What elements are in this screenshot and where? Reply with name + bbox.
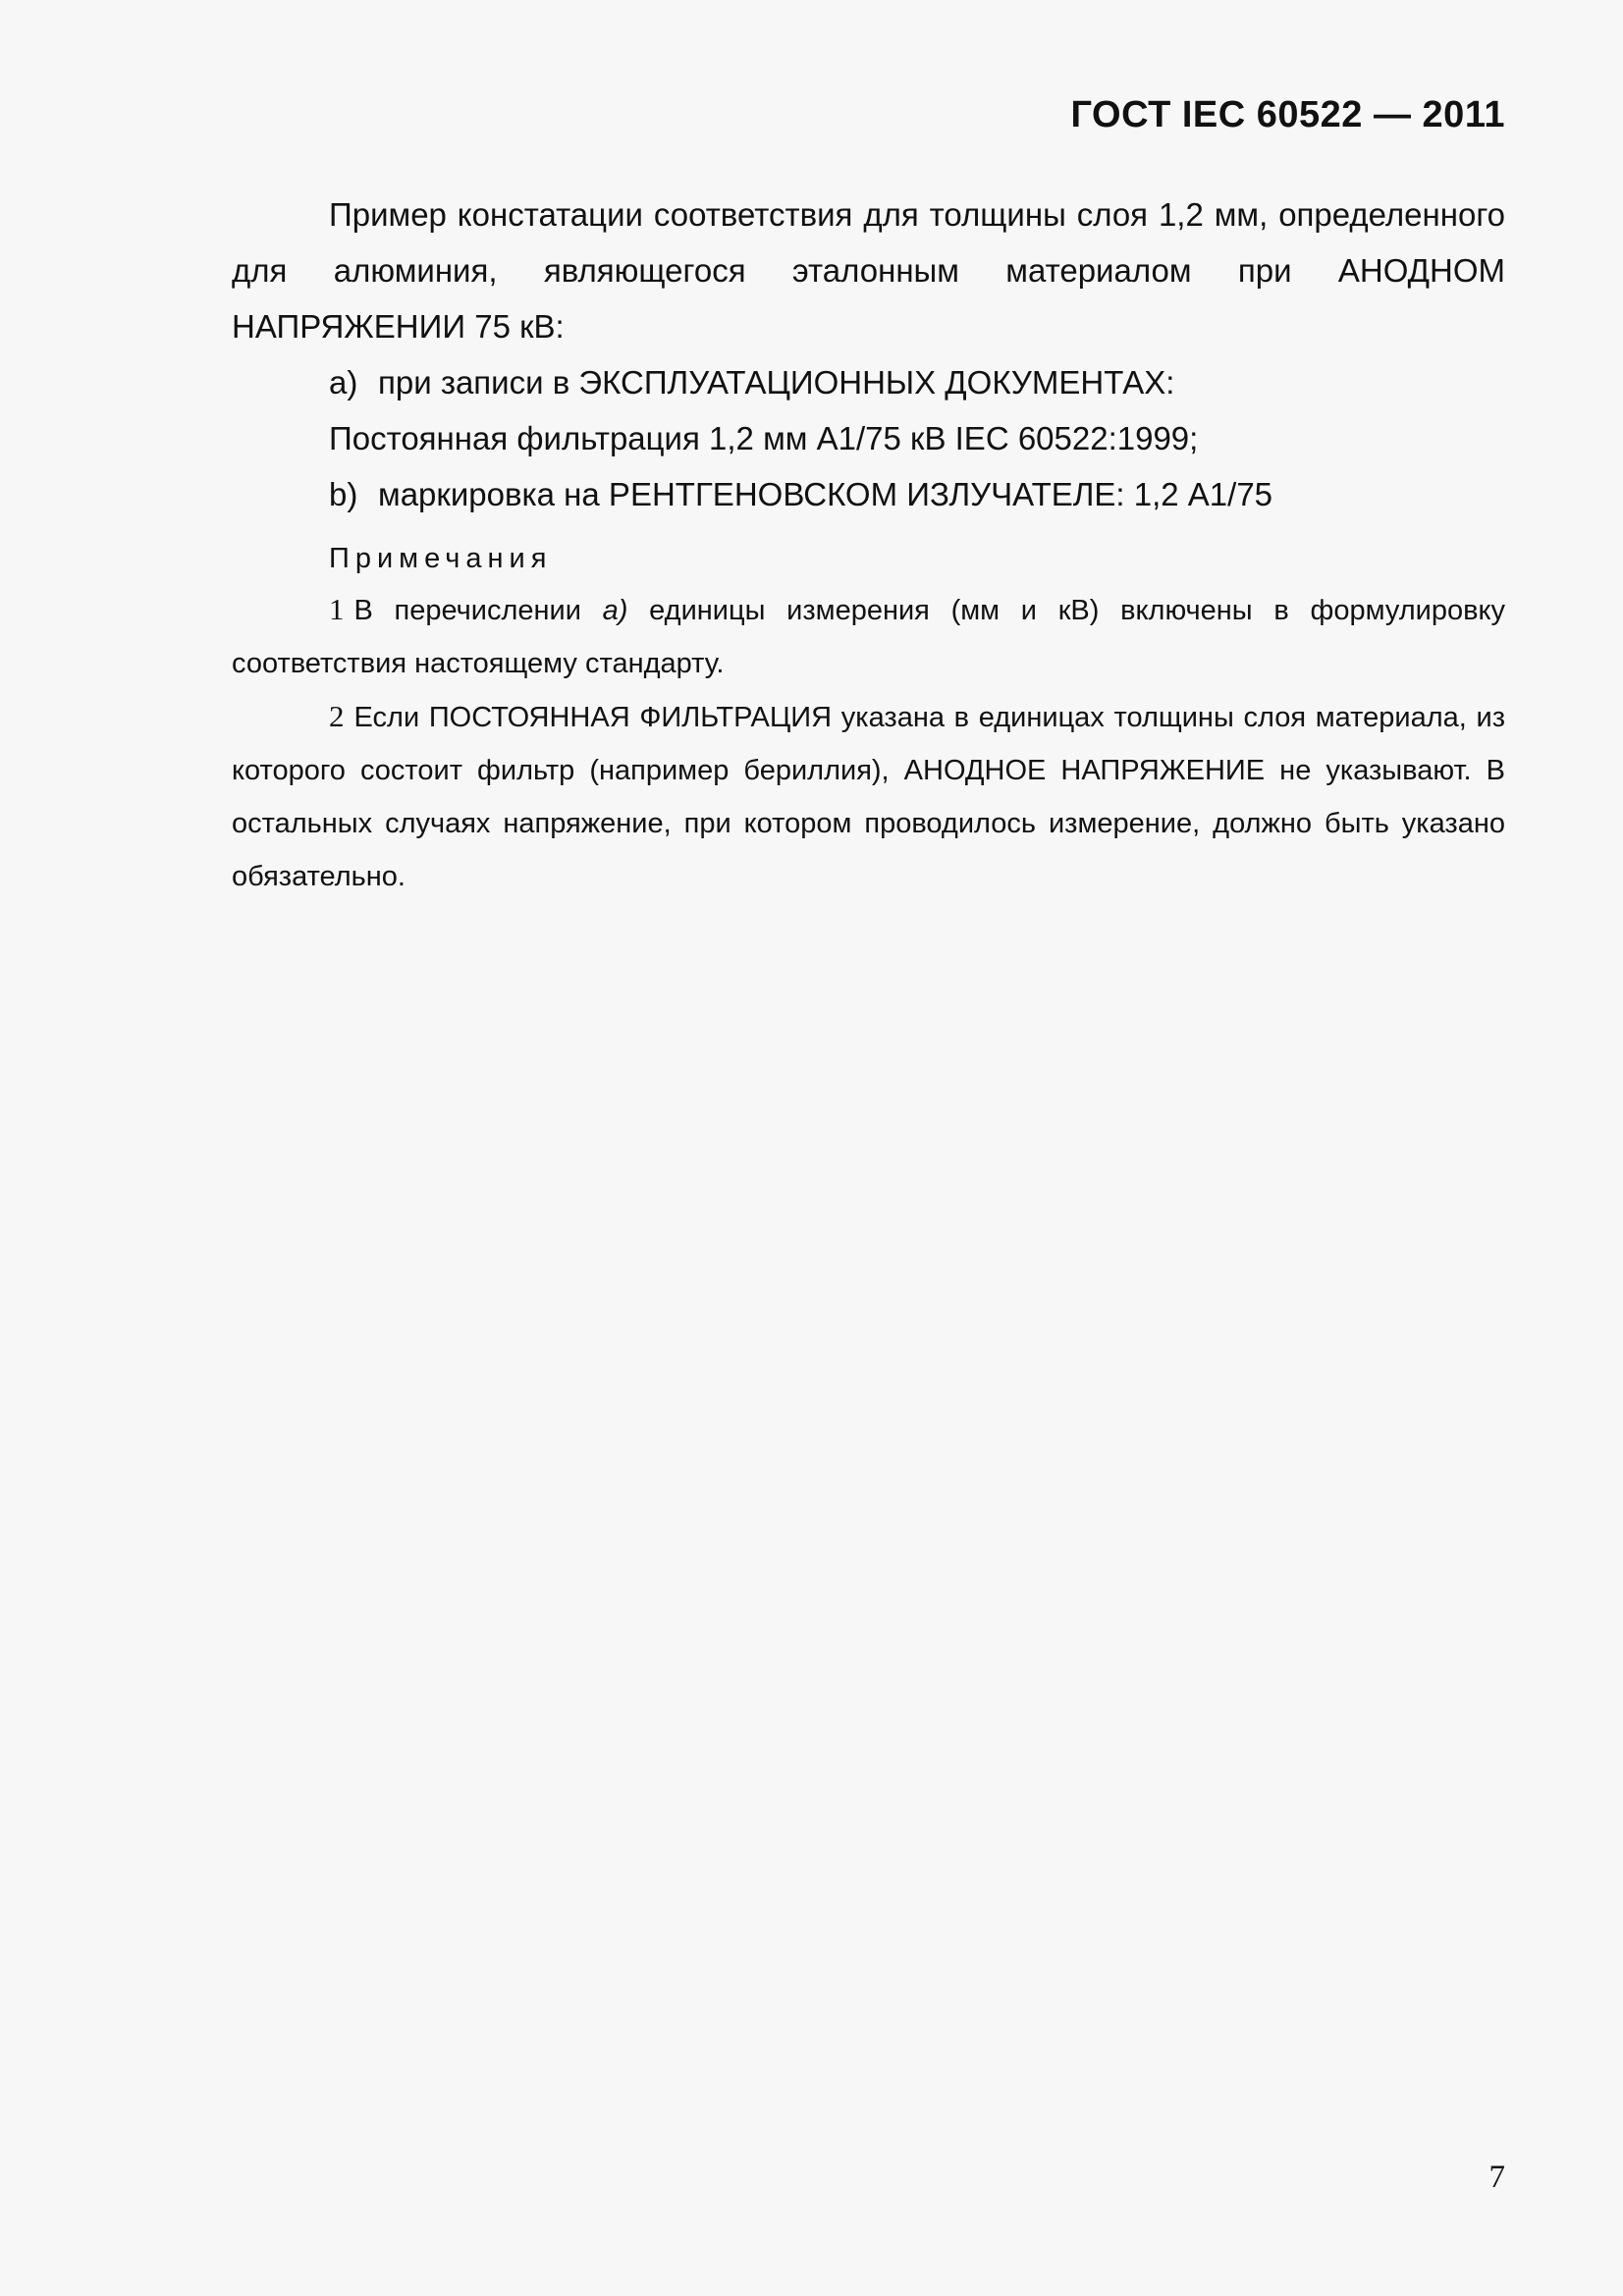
- list-item-b: [232, 466, 1505, 522]
- list-marker-a: a): [329, 364, 358, 400]
- list-item-a: [232, 354, 1505, 410]
- notes-heading: Примечания: [329, 543, 553, 574]
- list-marker-b: b): [329, 476, 358, 512]
- list-item-a-detail: Постоянная фильтрация 1,2 мм А1/75 кВ IEC 60522:1999;: [329, 420, 1199, 456]
- document-header-title: ГОСТ IEC 60522 — 2011: [1070, 94, 1505, 135]
- document-body: [232, 187, 1505, 903]
- page-number: 7: [1488, 2160, 1505, 2195]
- note-2: [232, 690, 1505, 903]
- note-1-number: 1: [329, 592, 345, 626]
- list-item-a-text: при записи в ЭКСПЛУАТАЦИОННЫХ ДОКУМЕНТАХ:: [378, 364, 1175, 400]
- note-2-number: 2: [329, 699, 345, 733]
- note-1: [232, 583, 1505, 690]
- note-2-text: Если ПОСТОЯННАЯ ФИЛЬТРАЦИЯ указана в единицах толщины слоя материала, из которого состоит фильтр (например бериллия), АНОДНОЕ НАПРЯЖЕНИЕ не указывают. В остальных случаях напряжение, при котором проводилось измерение, должно быть указано обязательно.: [232, 702, 1505, 892]
- note-1-text-before: В перечислении: [353, 595, 603, 626]
- example-paragraph: Пример констатации соответствия для толщины слоя 1,2 мм, определенного для алюминия, являющегося эталонным материалом при АНОДНОМ НАПРЯЖЕНИИ 75 кВ:: [232, 196, 1505, 345]
- note-1-text-after: единицы измерения (мм и кВ) включены в формулировку соответствия настоящему стандарту.: [232, 595, 1506, 679]
- note-1-italic: а): [602, 595, 628, 626]
- list-item-b-text: маркировка на РЕНТГЕНОВСКОМ ИЗЛУЧАТЕЛЕ: 1,2 А1/75: [378, 476, 1273, 512]
